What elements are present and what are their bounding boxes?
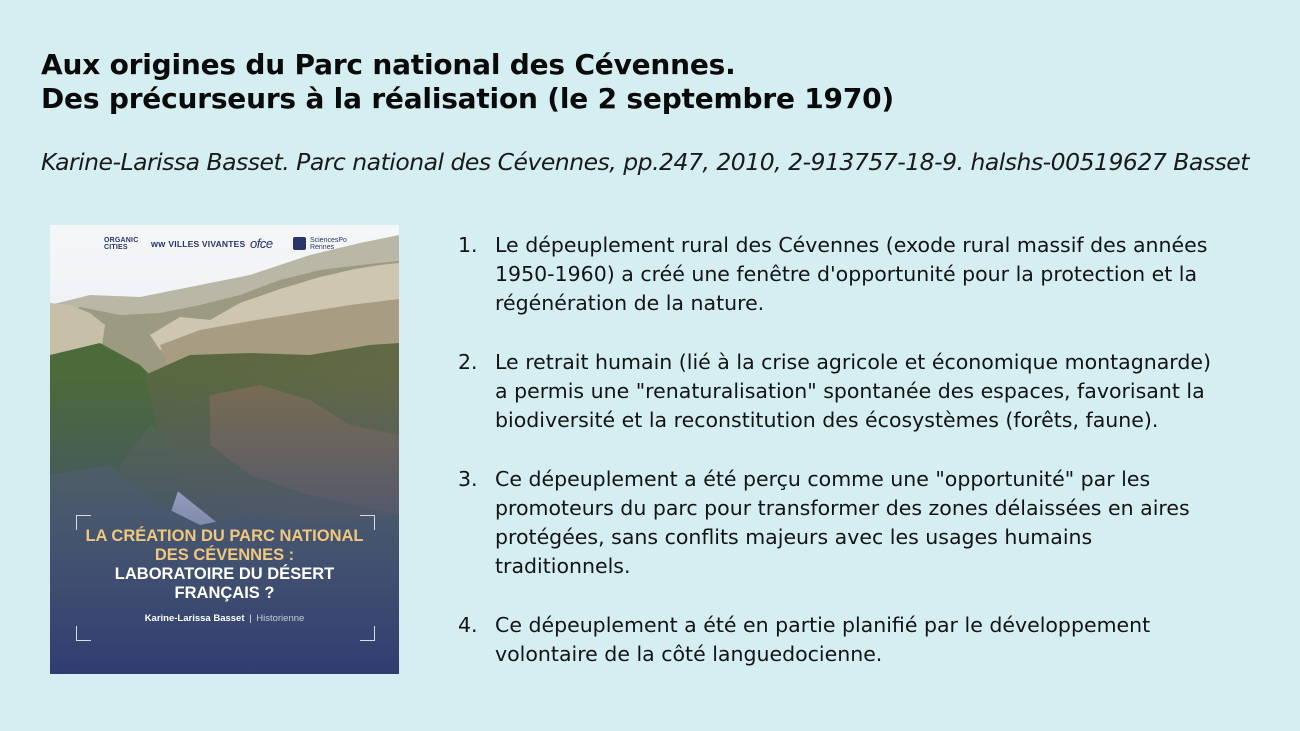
- list-item: [458, 231, 1258, 319]
- list-item-text: [495, 611, 1258, 669]
- list-item-number: 1.: [458, 233, 478, 257]
- list-item-line: protégées, sans conflits majeurs avec les usages humains: [495, 525, 1093, 549]
- sciencespo-logo-line-1: SciencesPo: [309, 237, 347, 244]
- list-item: [458, 348, 1258, 436]
- key-points-list: [458, 231, 1258, 698]
- list-item-line: Le dépeuplement rural des Cévennes (exode rural massif des années: [495, 233, 1208, 257]
- organic-cities-logo-line-2: CITIES: [104, 244, 128, 251]
- organic-cities-logo: [104, 237, 138, 251]
- list-item-number: 4.: [458, 612, 478, 637]
- list-item-text: [495, 231, 1258, 319]
- villes-vivantes-logo: [151, 239, 245, 249]
- ofce-logo: ofce: [250, 236, 273, 251]
- sciencespo-mark-icon: [293, 237, 306, 250]
- frame-corner-bottom-left: [76, 626, 91, 641]
- cover-author-name: Karine-Larissa Basset: [144, 613, 245, 624]
- list-item-line: promoteurs du parc pour transformer des zones délaissées en aires: [495, 495, 1190, 520]
- list-item-number: 3.: [458, 466, 478, 491]
- cover-title-white-line-2: FRANÇAIS ?: [174, 584, 275, 602]
- cover-title-gold-line-1: LA CRÉATION DU PARC NATIONAL: [85, 527, 364, 545]
- list-item-line: régénération de la nature.: [495, 291, 765, 316]
- sciencespo-logo-line-2: Rennes: [309, 244, 335, 251]
- list-item-line: Le retrait humain (lié à la crise agricole et économique montagnarde): [495, 349, 1211, 374]
- list-item: [458, 465, 1258, 582]
- cover-title-gold-line-2: DES CÉVENNES :: [154, 546, 295, 564]
- list-item: [458, 611, 1258, 669]
- list-item-line: traditionnels.: [495, 554, 631, 579]
- list-item-number: 2.: [458, 349, 478, 374]
- slide-title-line-2: Des précurseurs à la réalisation (le 2 septembre 1970): [41, 82, 895, 115]
- list-item-line: Ce dépeuplement a été en partie planifié par le développement: [495, 612, 1151, 637]
- list-item-line: Ce dépeuplement a été perçu comme une "opportunité" par les: [495, 466, 1151, 491]
- canyon-landscape-image: [50, 225, 399, 674]
- cover-title-white-line-1: LABORATOIRE DU DÉSERT: [114, 565, 335, 583]
- cover-title: [50, 527, 399, 603]
- citation: Karine-Larissa Basset. Parc national des Cévennes, pp.247, 2010, 2-913757-18-9. halshs-00519627 Basset: [41, 148, 1249, 176]
- slide-title-line-1: Aux origines du Parc national des Cévennes.: [41, 48, 736, 81]
- list-item-line: a permis une "renaturalisation" spontanée des espaces, favorisant la: [495, 379, 1205, 403]
- cover-author-separator: |: [249, 613, 252, 624]
- list-item-line: 1950-1960) a créé une fenêtre d'opportunité pour la protection et la: [495, 262, 1198, 287]
- list-item-text: [495, 348, 1258, 436]
- list-item-line: volontaire de la côté languedocienne.: [495, 641, 883, 666]
- book-cover: [50, 225, 399, 674]
- list-item-text: [495, 465, 1258, 582]
- sciencespo-rennes-logo: [293, 237, 347, 251]
- frame-corner-bottom-right: [360, 626, 375, 641]
- partner-logos: [50, 233, 399, 255]
- villes-vivantes-mark-icon: ww: [151, 239, 166, 249]
- cover-author-role: Historienne: [256, 613, 305, 624]
- slide-title: [41, 48, 1241, 116]
- list-item-line: biodiversité et la reconstitution des écosystèmes (forêts, faune).: [495, 408, 1159, 433]
- cover-author: [50, 613, 399, 624]
- organic-cities-logo-line-1: ORGANIC: [104, 237, 139, 244]
- villes-vivantes-label: VILLES VIVANTES: [168, 239, 246, 249]
